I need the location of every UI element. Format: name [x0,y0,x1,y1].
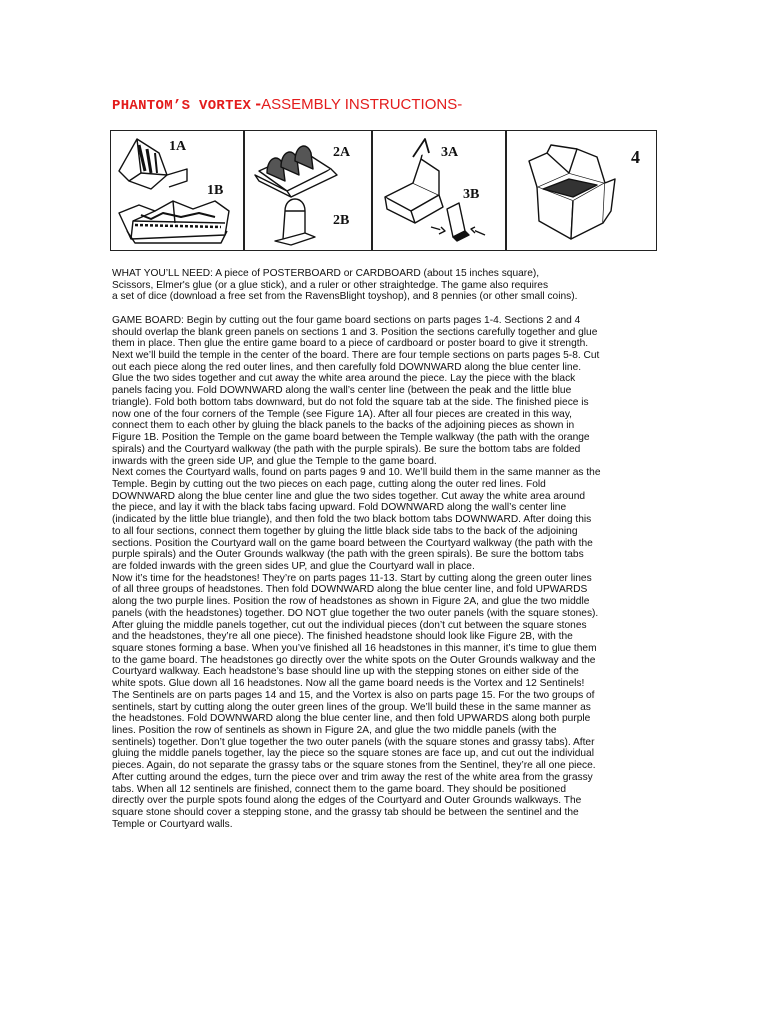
game-line: Temple or Courtyard walls. [112,818,233,830]
game-line: triangle). Fold both bottom tabs downward, but do not fold the square tab at the side. The finished piece is [112,396,589,408]
game-line: directly over the purple spots found along the edges of the Courtyard and Outer Grounds walkways. The [112,795,582,807]
figure-panel-1 [110,130,244,251]
game-line: sections. Position the Courtyard wall on the game board between the Courtyard walkway (the path with the [112,537,593,549]
game-line: tabs. When all 12 sentinels are finished, connect them to the game board. They should be positioned [112,783,567,795]
figure-panel-3 [372,130,506,251]
game-line: the piece, and lay it with the black tabs facing upward. Fold DOWNWARD along the wall’s center line [112,502,567,514]
game-line: inwards with the green side UP, and glue the Temple to the game board. [112,455,437,467]
game-line: along the two purple lines. Position the row of headstones as shown in Figure 2A, and glue the two middle [112,596,590,608]
game-line: now one of the four corners of the Temple (see Figure 1A). After all four pieces are created in this way, [112,408,572,420]
figure-label-3a: 3A [441,145,459,160]
title-subtitle: ASSEMBLY INSTRUCTIONS- [261,96,463,113]
game-line: After cutting around the edges, turn the piece over and trim away the rest of the white area from the grassy [112,771,593,783]
title-game-name: PHANTOM’S VORTEX [112,98,252,114]
game-line: Temple. Begin by cutting out the two pieces on each page, cutting along the outer red lines. Fold [112,478,546,490]
game-line: DOWNWARD along the blue center line and glue the two sides together. Cut away the white area around [112,490,586,502]
game-line: sentinels, start by cutting along the outer green lines of the group. We’ll build these in the same manner as [112,701,591,713]
game-line: sentinels) together. Don’t glue together the two outer panels (with the square stones and grassy tabs). After [112,736,595,748]
game-line: spirals) and the Courtyard walkway (the path with the purple spirals). Be sure the bottom tabs are folded [112,443,581,455]
game-line: Next comes the Courtyard walls, found on parts pages 9 and 10. We’ll build them in the same manner as the [112,467,601,479]
figure-strip [110,130,657,253]
game-line: panels (with the headstones) together. DO NOT glue together the two outer panels (with the square stones). [112,607,599,619]
game-line: gluing the middle panels together, lay the piece so the square stones are face up, and cut out the individual [112,748,594,760]
figure-label-3b: 3B [463,187,480,202]
game-line: to all four sections, connect them together by gluing the little black side tabs to the back of the adjoining [112,525,578,537]
paragraph-gap [112,303,660,315]
needs-line: WHAT YOU’LL NEED: A piece of POSTERBOARD or CARDBOARD (about 15 inches square), [112,268,540,279]
game-line: and the headstones, they’re all one piece). The finished headstone should look like Figure 2B, with the [112,631,573,643]
game-line: square stones forming a base. When you’ve finished all 16 headstones in this manner, it’s time to glue them [112,643,597,654]
game-line: pieces. Again, do not separate the grassy tabs or the square stones from the Sentinel, they’re all one piece. [112,760,596,772]
figure-label-2a: 2A [333,145,351,160]
game-line: Figure 1B. Position the Temple on the game board between the Temple walkway (the path with the orange [112,432,590,444]
title-dash: - [255,94,262,113]
game-line: of all three groups of headstones. Then fold DOWNWARD along the blue center line, and fold UPWARDS [112,584,588,596]
game-line: After gluing the middle panels together, cut out the individual pieces (don’t cut between the square stones [112,619,587,631]
game-line: purple spirals) and the Outer Grounds walkway (the path with the green spirals). Be sure the bottom tabs [112,549,584,561]
figure-label-4: 4 [631,147,640,167]
game-line: white spots. Glue down all 16 headstones. Now all the game board needs is the Vortex and 12 Sentinels! [112,678,585,690]
figure-label-1a: 1A [169,139,187,154]
figure-label-2b: 2B [333,213,350,228]
game-line: GAME BOARD: Begin by cutting out the four game board sections on parts pages 1-4. Sections 2 and 4 [112,314,581,326]
figure-label-1b: 1B [207,183,224,198]
needs-line: Scissors, Elmer's glue (or a glue stick), and a ruler or other straightedge. The game also requires [112,279,549,291]
game-line: square stone should cover a stepping stone, and the grassy tab should be between the sentinel and the [112,807,579,819]
game-line: should overlap the blank green panels on sections 1 and 3. Position the sections carefully together and glue [112,326,598,338]
game-line: lines. Position the row of sentinels as shown in Figure 2A, and glue the two middle panels (with the [112,725,557,737]
game-line: are folded inwards with the green sides UP, and glue the Courtyard wall in place. [112,560,475,572]
game-line: Now it’s time for the headstones! They’re on parts pages 11-13. Start by cutting along the green outer lines [112,572,592,584]
game-line: The Sentinels are on parts pages 14 and 15, and the Vortex is also on parts page 15. For the two groups of [112,689,595,701]
game-line: connect them to each other by gluing the black panels to the backs of the adjoining pieces as shown in [112,420,575,432]
game-line: to the game board. The headstones go directly over the white spots on the Outer Grounds walkway and the [112,654,596,666]
instructions-body [112,268,660,831]
game-line: panels facing you. Fold DOWNWARD along the wall’s center line (between the peak and the little blue [112,385,572,397]
document-title [112,94,462,114]
game-line: out each piece along the red outer lines, and then carefully fold DOWNWARD along the blue center line. [112,361,582,373]
game-line: (indicated by the little blue triangle), and then fold the two black bottom tabs DOWNWARD. After doing this [112,514,592,526]
game-line: them in place. Then glue the entire game board to a piece of cardboard or poster board to give it strength. [112,338,589,350]
game-line: Courtyard walkway. Each headstone’s base should line up with the stepping stones on either side of the [112,666,579,678]
figure-panel-4 [506,130,657,251]
game-line: the headstones. Fold DOWNWARD along the blue center line, and then fold UPWARDS along both purple [112,713,591,725]
game-line: Glue the two sides together and cut away the white area around the piece. Lay the piece with the black [112,373,576,385]
figure-panel-2 [244,130,372,251]
headstone-illustration [245,131,370,249]
needs-line: a set of dice (download a free set from the RavensBlight toyshop), and 8 pennies (or other small coins). [112,291,578,303]
sentinel-illustration [373,131,504,249]
game-line: Next we’ll build the temple in the center of the board. There are four temple sections on parts pages 5-8. Cut [112,350,600,362]
